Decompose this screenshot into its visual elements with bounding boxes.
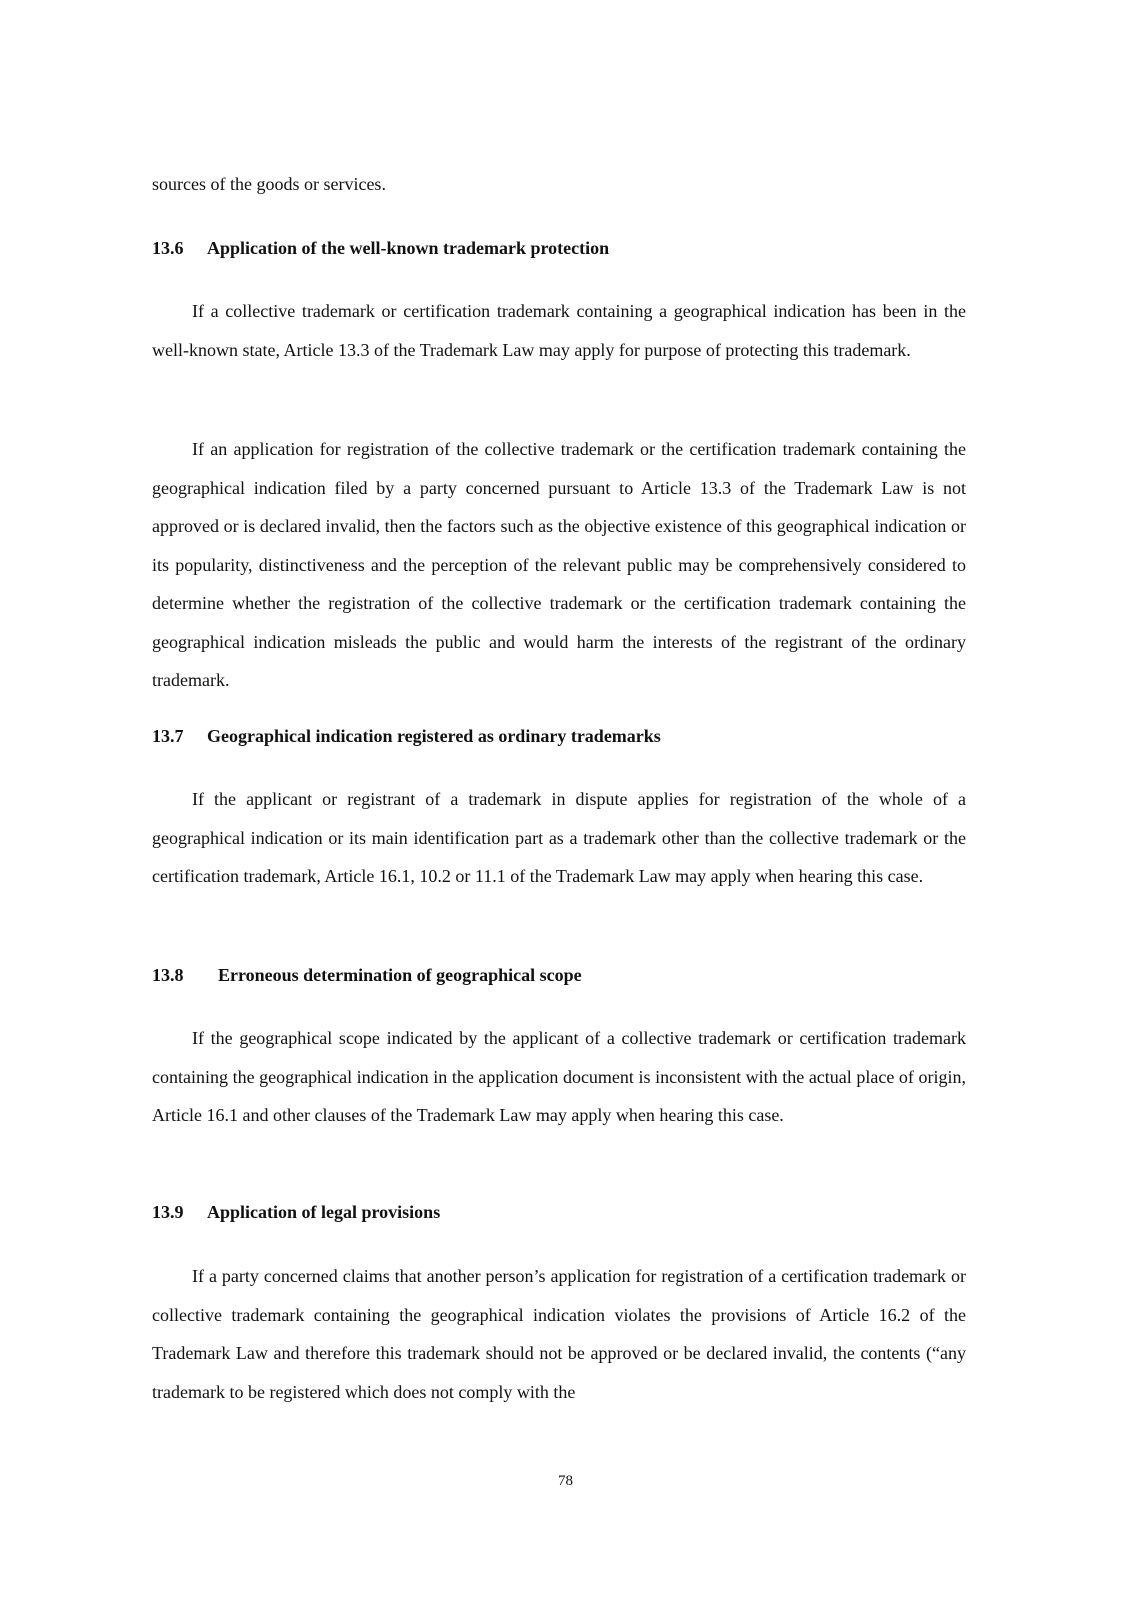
section-heading-13-9 [152,1200,440,1224]
section-number: 13.7 [152,726,184,746]
continuation-paragraph: sources of the goods or services. [152,174,386,194]
section-title: Application of legal provisions [207,1202,441,1222]
section-number: 13.6 [152,238,184,258]
section-title: Geographical indication registered as ordinary trademarks [207,726,661,746]
section-heading-13-8 [152,963,582,987]
paragraph: If a party concerned claims that another person’s application for registration of a certification trademark or collective trademark containing the geographical indication violates the provisions of Article 16.2 of the Trademark Law and therefore this trademark should not be approved or be declared invalid, the contents (“any trademark to be registered which does not comply with the [152,1266,966,1402]
page-number: 78 [558,1473,573,1489]
section-number: 13.8 [152,965,184,985]
section-title: Application of the well-known trademark protection [207,238,610,258]
paragraph: If the applicant or registrant of a trademark in dispute applies for registration of the whole of a geographical indication or its main identification part as a trademark other than the collective trademark or the certification trademark, Article 16.1, 10.2 or 11.1 of the Trademark Law may apply when hearing this case. [152,789,966,886]
paragraph: If the geographical scope indicated by the applicant of a collective trademark or certification trademark containing the geographical indication in the application document is inconsistent with the actual place of origin, Article 16.1 and other clauses of the Trademark Law may apply when hearing this case. [152,1028,966,1125]
section-title: Erroneous determination of geographical scope [218,965,582,985]
section-heading-13-7 [152,724,661,748]
paragraph: If an application for registration of the collective trademark or the certification trademark containing the geographical indication filed by a party concerned pursuant to Article 13.3 of the Trademark Law is not approved or is declared invalid, then the factors such as the objective existence of this geographical indication or its popularity, distinctiveness and the perception of the relevant public may be comprehensively considered to determine whether the registration of the collective trademark or the certification trademark containing the geographical indication misleads the public and would harm the interests of the registrant of the ordinary trademark. [152,439,966,690]
section-heading-13-6 [152,236,609,260]
section-number: 13.9 [152,1202,184,1222]
paragraph: If a collective trademark or certification trademark containing a geographical indication has been in the well-known state, Article 13.3 of the Trademark Law may apply for purpose of protecting this trademark. [152,301,966,360]
